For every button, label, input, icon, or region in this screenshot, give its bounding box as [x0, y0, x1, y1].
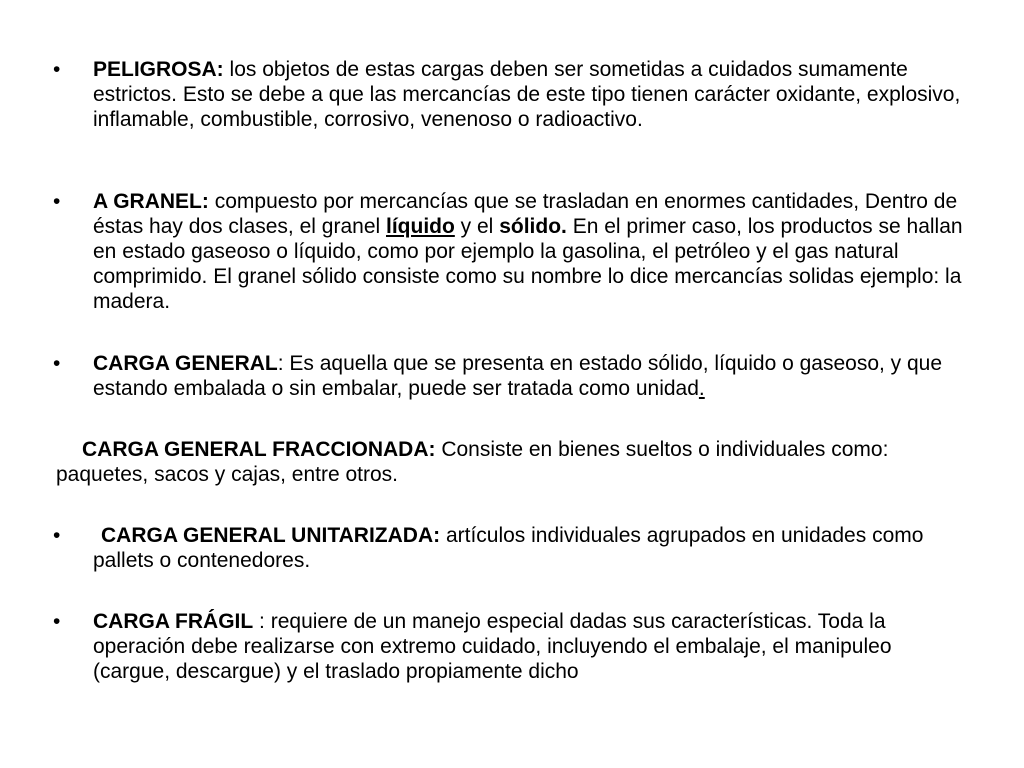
paragraph-carga-general — [53, 351, 973, 401]
term-liquido: líquido — [386, 215, 455, 238]
definition-a-granel-part-2: y el — [454, 215, 500, 238]
term-peligrosa: PELIGROSA: — [93, 58, 224, 81]
definition-carga-general-fraccionada: Consiste en bienes sueltos o individuales como: paquetes, sacos y cajas, entre otros. — [56, 438, 889, 486]
definition-a-granel-part-1: compuesto por mercancías que se trasladan en enormes cantidades, Dentro de éstas hay dos clases, el granel — [93, 190, 958, 238]
bullet: • — [53, 524, 61, 547]
term-carga-general-unitarizada: CARGA GENERAL UNITARIZADA: — [101, 524, 441, 547]
paragraph-carga-general-unitarizada — [53, 523, 973, 573]
term-carga-general: CARGA GENERAL — [93, 352, 278, 375]
paragraph-carga-fragil — [53, 609, 973, 684]
definition-peligrosa: los objetos de estas cargas deben ser sometidas a cuidados sumamente estrictos. Esto se debe a que las mercancías de este tipo tienen carácter oxidante, explosivo, inflamable, combustible, corrosivo, venenoso o radioactivo. — [93, 58, 961, 131]
bullet: • — [53, 352, 61, 375]
paragraph-peligrosa — [53, 57, 973, 132]
definition-carga-fragil: : requiere de un manejo especial dadas sus características. Toda la operación debe realizarse con extremo cuidado, incluyendo el embalaje, el manipuleo (cargue, descargue) y el traslado propiamente dicho — [93, 610, 892, 683]
bullet: • — [53, 190, 61, 213]
underlined-period: . — [698, 377, 705, 400]
term-a-granel: A GRANEL: — [93, 190, 209, 213]
term-solido: sólido. — [499, 215, 567, 238]
bullet: • — [53, 610, 61, 633]
definition-carga-general-unitarizada: artículos individuales agrupados en unidades como pallets o contenedores. — [93, 524, 924, 572]
term-carga-fragil: CARGA FRÁGIL — [93, 610, 254, 633]
definition-a-granel-part-3: En el primer caso, los productos se hallan en estado gaseoso o líquido, como por ejemplo la gasolina, el petróleo y el gas natural comprimido. El granel sólido consiste como su nombre lo dice mercancías solidas ejemplo: la madera. — [93, 215, 963, 313]
term-carga-general-fraccionada: CARGA GENERAL FRACCIONADA: — [82, 438, 436, 461]
paragraph-carga-general-fraccionada — [56, 437, 976, 487]
paragraph-a-granel — [53, 189, 973, 314]
bullet: • — [53, 58, 61, 81]
definition-carga-general: : Es aquella que se presenta en estado sólido, líquido o gaseoso, y que estando embalada o sin embalar, puede ser tratada como unidad — [93, 352, 943, 400]
